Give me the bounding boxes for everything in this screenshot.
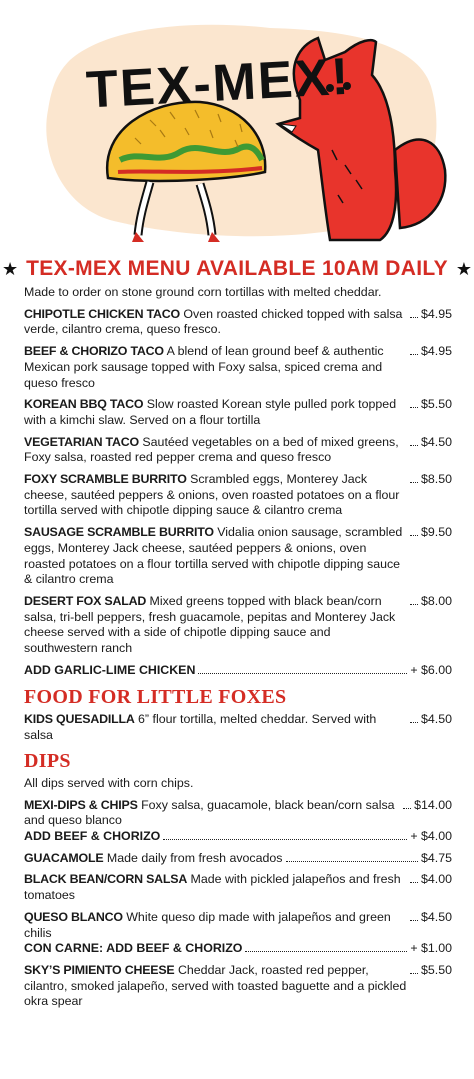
item-description: Made with pickled jalapeños and fresh tomatoes (24, 872, 401, 903)
item-line (24, 307, 452, 338)
item-line (24, 910, 452, 941)
star-icon: ★ (455, 259, 473, 279)
item-text (24, 594, 407, 657)
dips-items (24, 798, 452, 1010)
item-line (24, 525, 452, 588)
dot-leader (410, 317, 418, 318)
item-price: $4.00 (420, 872, 452, 887)
menu-items (24, 307, 452, 657)
dot-leader (410, 445, 418, 446)
item-name: BEEF & CHORIZO TACO (24, 344, 164, 359)
item-name: MEXI-DIPS & CHIPS (24, 797, 138, 812)
dot-leader (245, 951, 407, 952)
menu-item (24, 307, 452, 338)
item-text (24, 963, 407, 1010)
item-text (24, 435, 407, 466)
dot-leader (286, 861, 418, 862)
item-line (24, 963, 452, 1010)
item-price: $5.50 (420, 397, 452, 412)
item-description: 6” flour tortilla, melted cheddar. Served with salsa (24, 712, 377, 743)
menu-content (24, 285, 452, 1016)
item-description: White queso dip made with jalapeños and green chilis (24, 909, 391, 940)
item-name: SKY’S PIMIENTO CHEESE (24, 962, 175, 977)
item-description: Mixed greens topped with black bean/corn salsa, tri-bell peppers, fresh guacamole, pepitas and Monterey Jack cheese served with a side of chipotle dipping sauce and southwestern ranch (24, 593, 396, 656)
item-description: A blend of lean ground beef & authentic Mexican pork sausage topped with Foxy salsa, spiced crema and queso fresco (24, 344, 384, 390)
dot-leader (410, 722, 418, 723)
addon-label: CON CARNE: ADD BEEF & CHORIZO (24, 941, 243, 956)
addon-label: ADD GARLIC-LIME CHICKEN (24, 662, 196, 677)
item-price: $9.50 (420, 525, 452, 540)
item-price: $4.75 (420, 850, 452, 865)
item-description: Vidalia onion sausage, scrambled eggs, Monterey Jack cheese, sautéed peppers & onions, oven roasted potatoes on a flour tortilla served with chipotle dipping sauce & cilantro crema (24, 525, 403, 587)
item-name: VEGETARIAN TACO (24, 434, 139, 449)
item-text (24, 344, 407, 391)
hero-art (0, 0, 474, 252)
menu-intro: Made to order on stone ground corn tortillas with melted cheddar. (24, 285, 382, 299)
addon-price: + $1.00 (410, 941, 452, 956)
item-price: $14.00 (414, 797, 452, 812)
item-line (24, 712, 452, 743)
item-text (24, 910, 407, 941)
kids-items (24, 712, 452, 743)
item-name: KIDS QUESADILLA (24, 712, 135, 727)
item-price: $4.95 (420, 306, 452, 321)
item-price: $8.00 (420, 593, 452, 608)
item-price: $4.50 (420, 712, 452, 727)
item-name: FOXY SCRAMBLE BURRITO (24, 472, 187, 487)
item-name: DESERT FOX SALAD (24, 593, 147, 608)
dot-leader (410, 535, 418, 536)
item-line (24, 435, 452, 466)
item-description: Made daily from fresh avocados (103, 850, 283, 865)
item-line (24, 344, 452, 391)
dot-leader (410, 882, 418, 883)
hero-title: TEX-MEX! (84, 47, 352, 120)
dot-leader (410, 482, 418, 483)
dips-intro: All dips served with corn chips. (24, 775, 194, 790)
item-line (24, 872, 452, 903)
item-addon (24, 829, 452, 845)
menu-item (24, 397, 452, 428)
item-text (24, 712, 407, 743)
item-text (24, 872, 407, 903)
item-description: Oven roasted chicked topped with salsa verde, cilantro crema, queso fresco. (24, 306, 403, 337)
item-description: Foxy salsa, guacamole, black bean/corn salsa and queso blanco (24, 797, 395, 828)
item-description: Sautéed vegetables on a bed of mixed greens, Foxy salsa, roasted red pepper crema and queso fresco (24, 434, 399, 465)
menu-item (24, 594, 452, 657)
item-name: GUACAMOLE (24, 850, 104, 865)
item-line (24, 397, 452, 428)
menu-item (24, 872, 452, 903)
item-description: Cheddar Jack, roasted red pepper, cilantro, smoked jalapeño, served with toasted baguette and a pickled okra spear (24, 962, 407, 1009)
menu-headline-bar (0, 252, 474, 286)
addon-price: + $6.00 (410, 662, 452, 677)
dot-leader (198, 673, 407, 674)
dot-leader (163, 839, 407, 840)
menu-item (24, 472, 452, 519)
menu-item (24, 963, 452, 1010)
item-price: $8.50 (420, 472, 452, 487)
item-line (24, 594, 452, 657)
dot-leader (410, 604, 418, 605)
item-line (24, 851, 452, 867)
item-name: QUESO BLANCO (24, 909, 123, 924)
menu-item (24, 798, 452, 845)
item-text (24, 798, 400, 829)
menu-item (24, 712, 452, 743)
item-description: Scrambled eggs, Monterey Jack cheese, sautéed peppers & onions, oven roasted potatoes on a flour tortilla served with chipotle dipping sauce & cilantro crema (24, 472, 400, 518)
menu-headline: TEX-MEX MENU AVAILABLE 10AM DAILY (26, 257, 448, 280)
dot-leader (410, 973, 418, 974)
item-name: BLACK BEAN/CORN SALSA (24, 872, 188, 887)
dot-leader (410, 407, 418, 408)
item-name: SAUSAGE SCRAMBLE BURRITO (24, 525, 214, 540)
dot-leader (410, 920, 418, 921)
addon-label: ADD BEEF & CHORIZO (24, 828, 161, 843)
item-text (24, 307, 407, 338)
item-line (24, 472, 452, 519)
little-foxes-title: FOOD FOR LITTLE FOXES (24, 686, 287, 709)
star-icon: ★ (1, 259, 19, 279)
salad-addon (24, 663, 452, 679)
item-name: CHIPOTLE CHICKEN TACO (24, 306, 180, 321)
item-text (24, 472, 407, 519)
hero-illustration (0, 0, 474, 252)
item-price: $4.95 (420, 344, 452, 359)
menu-item (24, 910, 452, 957)
item-name: KOREAN BBQ TACO (24, 397, 144, 412)
item-price: $4.50 (420, 909, 452, 924)
item-text (24, 525, 407, 588)
item-price: $5.50 (420, 962, 452, 977)
menu-item (24, 435, 452, 466)
menu-item (24, 344, 452, 391)
dot-leader (403, 808, 411, 809)
item-text (24, 851, 283, 867)
item-line (24, 798, 452, 829)
menu-item (24, 525, 452, 588)
addon-price: + $4.00 (410, 828, 452, 843)
item-text (24, 397, 407, 428)
item-price: $4.50 (420, 434, 452, 449)
dot-leader (410, 354, 418, 355)
item-addon (24, 941, 452, 957)
dips-title: DIPS (24, 749, 71, 772)
menu-item (24, 851, 452, 867)
item-description: Slow roasted Korean style pulled pork topped with a kimchi slaw. Served on a flour tortilla (24, 397, 397, 427)
